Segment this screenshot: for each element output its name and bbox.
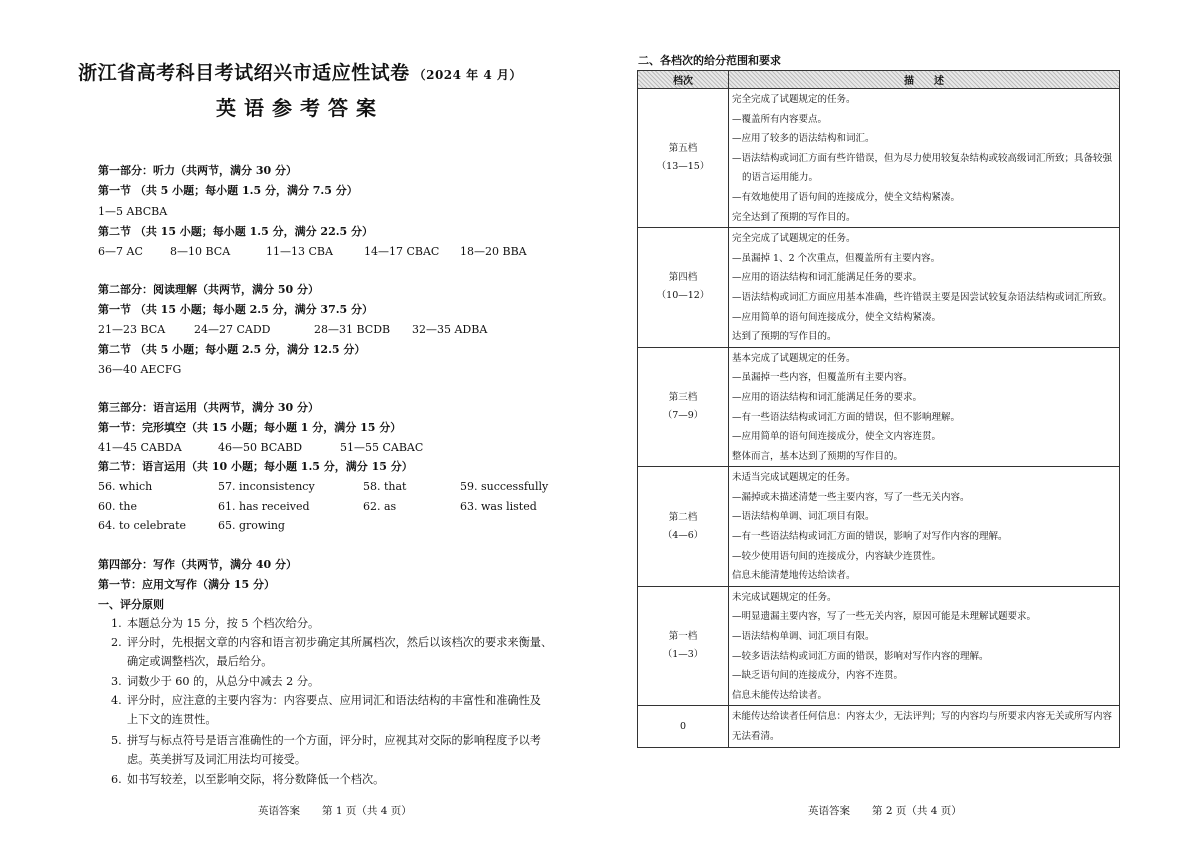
answer-group: 14—17 CBAC	[364, 245, 440, 258]
document-subtitle: 英语参考答案	[216, 96, 384, 120]
level-cell: 第一档 （1—3）	[638, 586, 729, 706]
principle-item: 2. 评分时，先根据文章的内容和语言初步确定其所属档次，然后以该档次的要求来衡量、 确定或调整档次，最后给分。	[111, 636, 553, 668]
column-header: 描 述	[729, 71, 1120, 89]
page-footer: 英语答案 第 1 页（共 4 页）	[258, 805, 412, 817]
document-title: 浙江省高考科目考试绍兴市适应性试卷 （2024 年 4 月）	[78, 62, 522, 84]
description-cell: 基本完成了试题规定的任务。 —虽漏掉一些内容，但覆盖所有主要内容。 —应用的语法结构和词汇能满足任务的要求。 —有一些语法结构或词汇方面的错误，但不影响理解。 —应用简单的语句间连接成分，使全文内容连贯。 整体而言，基本达到了预期的写作目的。	[729, 347, 1120, 467]
part2-sec2-heading: 第二节 （共 5 小题；每小题 2.5 分，满分 12.5 分）	[98, 343, 366, 356]
answer-group: 36—40 AECFG	[98, 363, 182, 376]
level-cell: 第三档 （7—9）	[638, 347, 729, 467]
answer-group: 51—55 CABAC	[340, 441, 424, 454]
answer-item: 64. to celebrate	[98, 519, 187, 532]
answer-item: 61. has received	[218, 500, 310, 513]
right-page	[600, 0, 1200, 848]
answer-item: 57. inconsistency	[218, 480, 315, 493]
part4-sec1-heading: 第一节：应用文写作（满分 15 分）	[98, 578, 275, 591]
answer-item: 63. was listed	[460, 500, 537, 513]
answer-group: 28—31 BCDB	[314, 323, 391, 336]
level-cell: 0	[638, 706, 729, 747]
part2-sec1-heading: 第一节 （共 15 小题；每小题 2.5 分，满分 37.5 分）	[98, 303, 374, 316]
table-row	[638, 706, 1120, 747]
part3-sec2-heading: 第二节：语言运用（共 10 小题；每小题 1.5 分，满分 15 分）	[98, 460, 413, 473]
answer-group: 41—45 CABDA	[98, 441, 182, 454]
level-cell: 第五档 （13—15）	[638, 89, 729, 228]
principle-item: 4. 评分时，应注意的主要内容为：内容要点、应用词汇和语法结构的丰富性和准确性及 上下文的连贯性。	[111, 694, 541, 726]
answer-group: 8—10 BCA	[170, 245, 231, 258]
table-row	[638, 586, 1120, 706]
part3-heading: 第三部分：语言运用（共两节，满分 30 分）	[98, 401, 319, 414]
principles-heading: 一、评分原则	[98, 598, 164, 611]
level-cell: 第二档 （4—6）	[638, 467, 729, 587]
description-cell: 完全完成了试题规定的任务。 —虽漏掉 1、2 个次重点，但覆盖所有主要内容。 —应用的语法结构和词汇能满足任务的要求。 —语法结构或词汇方面应用基本准确，些许错误主要是因尝试较复杂语法结构或词汇所致。 —应用简单的语句间连接成分，使全文结构紧凑。 达到了预期的写作目的。	[729, 228, 1120, 348]
title-date: （2024 年 4 月）	[413, 68, 522, 82]
table-row	[638, 347, 1120, 467]
part2-heading: 第二部分：阅读理解（共两节，满分 50 分）	[98, 283, 319, 296]
grading-table	[637, 70, 1120, 748]
grading-section-title: 二、各档次的给分范围和要求	[638, 54, 781, 67]
answer-group: 18—20 BBA	[460, 245, 527, 258]
answer-item: 58. that	[363, 480, 407, 493]
answer-group: 6—7 AC	[98, 245, 143, 258]
table-header-row	[638, 71, 1120, 89]
column-header: 档次	[638, 71, 729, 89]
answer-group: 21—23 BCA	[98, 323, 166, 336]
part3-sec1-heading: 第一节：完形填空（共 15 小题；每小题 1 分，满分 15 分）	[98, 421, 402, 434]
answer-group: 11—13 CBA	[266, 245, 333, 258]
answer-item: 56. which	[98, 480, 153, 493]
principle-item: 6. 如书写较差，以至影响交际，将分数降低一个档次。	[111, 773, 385, 786]
part4-heading: 第四部分：写作（共两节，满分 40 分）	[98, 558, 297, 571]
description-cell: 未能传达给读者任何信息：内容太少，无法评判；写的内容均与所要求内容无关或所写内容无法看清。	[729, 706, 1120, 747]
principle-item: 1. 本题总分为 15 分，按 5 个档次给分。	[111, 617, 320, 630]
description-cell: 未完成试题规定的任务。 —明显遗漏主要内容，写了一些无关内容，原因可能是未理解试题要求。 —语法结构单调、词汇项目有限。 —较多语法结构或词汇方面的错误，影响对写作内容的理解。 —缺乏语句间的连接成分，内容不连贯。 信息未能传达给读者。	[729, 586, 1120, 706]
page-footer: 英语答案 第 2 页（共 4 页）	[808, 805, 962, 817]
table-row	[638, 228, 1120, 348]
part1-sec2-heading: 第二节 （共 15 小题；每小题 1.5 分，满分 22.5 分）	[98, 225, 374, 238]
description-cell: 完全完成了试题规定的任务。 —覆盖所有内容要点。 —应用了较多的语法结构和词汇。 —语法结构或词汇方面有些许错误，但为尽力使用较复杂结构或较高级词汇所致；具备较强的语言运用能力。 —有效地使用了语句间的连接成分，使全文结构紧凑。 完全达到了预期的写作目的。	[729, 89, 1120, 228]
answer-item: 59. successfully	[460, 480, 549, 493]
answer-item: 65. growing	[218, 519, 285, 532]
part1-sec1-heading: 第一节 （共 5 小题；每小题 1.5 分，满分 7.5 分）	[98, 184, 358, 197]
answer-item: 60. the	[98, 500, 138, 513]
principle-item: 5. 拼写与标点符号是语言准确性的一个方面，评分时，应视其对交际的影响程度予以考 虑。英美拼写及词汇用法均可接受。	[111, 734, 541, 766]
description-cell: 未适当完成试题规定的任务。 —漏掉或未描述清楚一些主要内容，写了一些无关内容。 —语法结构单调、词汇项目有限。 —有一些语法结构或词汇方面的错误，影响了对写作内容的理解。 —较少使用语句间的连接成分，内容缺少连贯性。 信息未能清楚地传达给读者。	[729, 467, 1120, 587]
answer-group: 46—50 BCABD	[218, 441, 303, 454]
table-row	[638, 89, 1120, 228]
answer-group: 32—35 ADBA	[412, 323, 488, 336]
answer-group: 24—27 CADD	[194, 323, 271, 336]
principle-item: 3. 词数少于 60 的，从总分中减去 2 分。	[111, 675, 320, 688]
level-cell: 第四档 （10—12）	[638, 228, 729, 348]
answer-item: 62. as	[363, 500, 397, 513]
table-row	[638, 467, 1120, 587]
answer-group: 1—5 ABCBA	[98, 205, 168, 218]
part1-heading: 第一部分：听力（共两节，满分 30 分）	[98, 164, 297, 177]
